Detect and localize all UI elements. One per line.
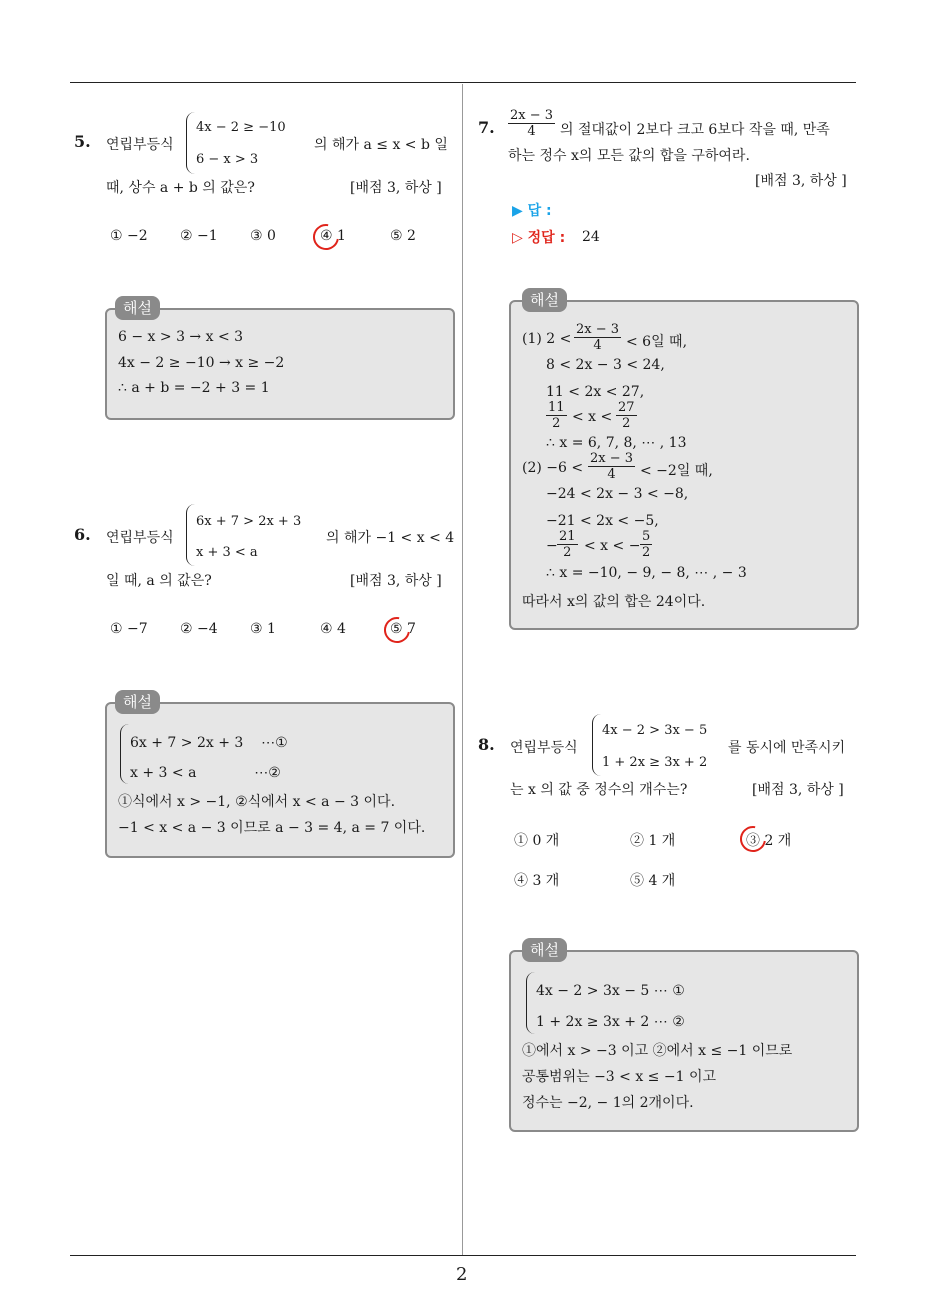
- correct-answer-label: ▷ 정답 :: [512, 230, 566, 246]
- fraction-denominator: 2: [563, 545, 572, 560]
- choice-4[interactable]: ④ 3 개: [514, 873, 560, 889]
- choice-4[interactable]: ④ 4: [320, 621, 346, 637]
- score-meta: [배점 3, 하상 ]: [755, 173, 847, 189]
- choice-4[interactable]: ④ 1: [320, 228, 346, 244]
- score-meta: [배점 3, 하상 ]: [350, 180, 442, 196]
- question-suffix: 의 해가 −1 < x < 4: [326, 530, 455, 546]
- explanation-line: 4x − 2 ≥ −10 → x ≥ −2: [118, 355, 285, 371]
- explanation-fraction: [588, 451, 635, 482]
- system-brace: [186, 112, 195, 174]
- explanation-line: ∴ a + b = −2 + 3 = 1: [118, 380, 270, 396]
- fraction-numerator: 2x − 3: [590, 451, 634, 466]
- explanation-line: ∴ x = −10, − 9, − 8, ⋯ , − 3: [546, 565, 747, 581]
- question-prefix: 연립부등식: [106, 530, 174, 546]
- question-suffix: 를 동시에 만족시키: [728, 740, 846, 756]
- explanation-line: 11 < 2x < 27,: [546, 384, 645, 400]
- explanation-line: ∴ x = 6, 7, 8, ⋯ , 13: [546, 435, 687, 451]
- explanation-brace: [120, 724, 129, 784]
- explanation-line: < x <: [572, 409, 613, 425]
- explanation-tag: 해설: [522, 938, 567, 962]
- choice-2[interactable]: ② −1: [180, 228, 218, 244]
- explanation-line: −24 < 2x − 3 < −8,: [546, 486, 689, 502]
- choice-2[interactable]: ② 1 개: [630, 833, 676, 849]
- fraction-numerator: 2x − 3: [510, 108, 554, 123]
- question-line-1: 의 절대값이 2보다 크고 6보다 작을 때, 만족: [560, 122, 830, 138]
- question-line-2: 하는 정수 x의 모든 값의 합을 구하여라.: [508, 148, 750, 164]
- question-line-2: 는 x 의 값 중 정수의 개수는?: [510, 782, 688, 798]
- explanation-line: ①식에서 x > −1, ②식에서 x < a − 3 이다.: [118, 794, 396, 810]
- explanation-line: ①에서 x > −3 이고 ②에서 x ≤ −1 이므로: [522, 1043, 793, 1059]
- choice-1[interactable]: ① −2: [110, 228, 148, 244]
- fraction-numerator: 11: [548, 400, 565, 415]
- system-line-1: 4x − 2 ≥ −10: [196, 120, 286, 135]
- system-line-1: 4x − 2 > 3x − 5: [602, 723, 708, 738]
- explanation-tag: 해설: [115, 690, 160, 714]
- explanation-line: −21 < 2x < −5,: [546, 513, 659, 529]
- choice-3[interactable]: ③ 2 개: [746, 833, 792, 849]
- system-brace: [592, 714, 601, 776]
- explanation-line: 따라서 x의 값의 합은 24이다.: [522, 594, 706, 610]
- choice-5[interactable]: ⑤ 7: [390, 621, 416, 637]
- system-line-2: 1 + 2x ≥ 3x + 2: [602, 755, 708, 770]
- choice-2[interactable]: ② −4: [180, 621, 218, 637]
- fraction-numerator: 5: [642, 529, 651, 544]
- score-meta: [배점 3, 하상 ]: [752, 782, 844, 798]
- fraction-denominator: 4: [593, 338, 602, 353]
- explanation-fraction: [546, 400, 567, 431]
- explanation-system-1: 4x − 2 > 3x − 5 ⋯ ①: [536, 983, 685, 999]
- choice-1[interactable]: ① −7: [110, 621, 148, 637]
- explanation-tag: 해설: [115, 296, 160, 320]
- explanation-fraction: [574, 322, 621, 353]
- system-line-2: 6 − x > 3: [196, 152, 259, 167]
- explanation-fraction: [640, 529, 652, 560]
- column-divider: [462, 84, 463, 1256]
- question-suffix: 의 해가 a ≤ x < b 일: [314, 137, 448, 153]
- question-number: 8.: [478, 735, 495, 754]
- top-rule: [70, 82, 856, 83]
- page-number: 2: [456, 1264, 468, 1285]
- question-line-2: 때, 상수 a + b 의 값은?: [106, 180, 255, 196]
- explanation-line: (2) −6 <: [522, 460, 584, 476]
- explanation-line: < 6일 때,: [626, 334, 688, 350]
- explanation-system-2: 1 + 2x ≥ 3x + 2 ⋯ ②: [536, 1014, 685, 1030]
- question-line-2: 일 때, a 의 값은?: [106, 573, 212, 589]
- fraction-denominator: 4: [527, 124, 536, 139]
- choice-1[interactable]: ① 0 개: [514, 833, 560, 849]
- explanation-fraction: [616, 400, 637, 431]
- explanation-line: −1 < x < a − 3 이므로 a − 3 = 4, a = 7 이다.: [118, 820, 426, 836]
- explanation-line: 6 − x > 3 → x < 3: [118, 329, 244, 345]
- question-number: 5.: [74, 132, 91, 151]
- fraction-denominator: 2: [552, 416, 561, 431]
- explanation-brace: [526, 972, 535, 1034]
- fraction-denominator: 4: [607, 467, 616, 482]
- bottom-rule: [70, 1255, 856, 1256]
- question-fraction: [508, 108, 555, 139]
- explanation-line: 8 < 2x − 3 < 24,: [546, 357, 665, 373]
- question-number: 6.: [74, 525, 91, 544]
- fraction-numerator: 27: [618, 400, 635, 415]
- explanation-line: < −2일 때,: [640, 463, 713, 479]
- explanation-line: −: [546, 538, 558, 554]
- system-line-1: 6x + 7 > 2x + 3: [196, 514, 302, 529]
- score-meta: [배점 3, 하상 ]: [350, 573, 442, 589]
- fraction-numerator: 2x − 3: [576, 322, 620, 337]
- choice-3[interactable]: ③ 0: [250, 228, 276, 244]
- explanation-tag: 해설: [522, 288, 567, 312]
- choice-5[interactable]: ⑤ 4 개: [630, 873, 676, 889]
- explanation-line: 공통범위는 −3 < x ≤ −1 이고: [522, 1069, 717, 1085]
- explanation-system-2: x + 3 < a ⋯②: [130, 765, 281, 781]
- system-brace: [186, 504, 195, 566]
- explanation-line: (1) 2 <: [522, 331, 572, 347]
- question-number: 7.: [478, 118, 495, 137]
- fraction-denominator: 2: [622, 416, 631, 431]
- explanation-fraction: [557, 529, 578, 560]
- correct-answer-value: 24: [582, 229, 600, 245]
- fraction-numerator: 21: [559, 529, 576, 544]
- fraction-denominator: 2: [642, 545, 651, 560]
- choice-3[interactable]: ③ 1: [250, 621, 276, 637]
- system-line-2: x + 3 < a: [196, 545, 258, 560]
- explanation-system-1: 6x + 7 > 2x + 3 ⋯①: [130, 735, 288, 751]
- explanation-line: < x < −: [584, 538, 641, 554]
- question-prefix: 연립부등식: [510, 740, 578, 756]
- answer-label: ▶ 답 :: [512, 203, 552, 219]
- answer-circle-mark: [308, 219, 344, 255]
- question-prefix: 연립부등식: [106, 137, 174, 153]
- choice-5[interactable]: ⑤ 2: [390, 228, 416, 244]
- explanation-line: 정수는 −2, − 1의 2개이다.: [522, 1095, 694, 1111]
